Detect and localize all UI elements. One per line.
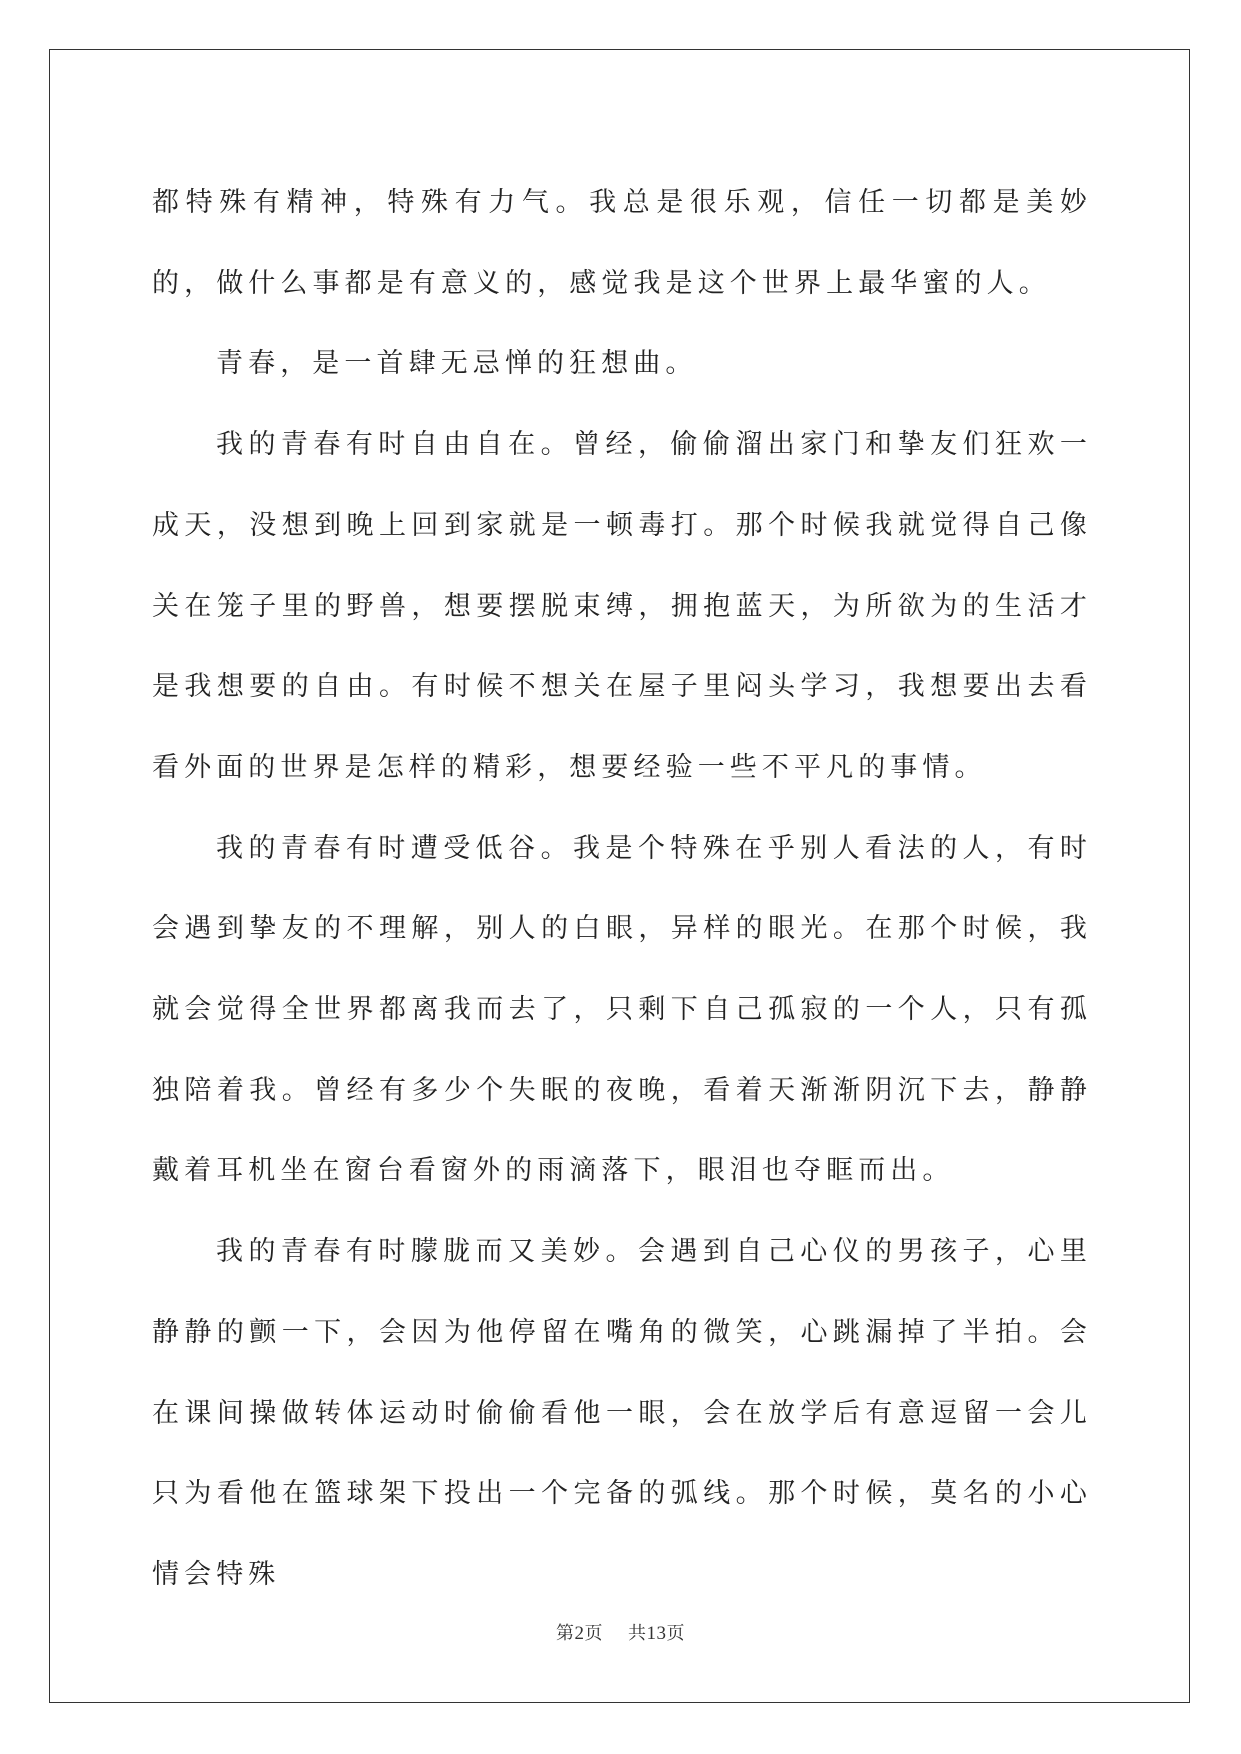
footer-page-suffix: 页 <box>584 1623 604 1644</box>
document-body <box>152 163 1092 1616</box>
paragraph: 我的青春有时遭受低谷。我是个特殊在乎别人看法的人，有时会遇到挚友的不理解，别人的白眼，异样的眼光。在那个时候，我就会觉得全世界都离我而去了，只剩下自己孤寂的一个人，只有孤独陪着我。曾经有多少个失眠的夜晚，看着天渐渐阴沉下去，静静戴着耳机坐在窗台看窗外的雨滴落下，眼泪也夺眶而出。 <box>152 832 1092 1187</box>
footer-total-suffix: 页 <box>666 1623 685 1644</box>
paragraph: 青春，是一首肆无忌惮的狂想曲。 <box>216 348 698 380</box>
paragraph: 我的青春有时朦胧而又美妙。会遇到自己心仪的男孩子，心里静静的颤一下，会因为他停留在嘴角的微笑，心跳漏掉了半拍。会在课间操做转体运动时偷偷看他一眼，会在放学后有意逗留一会儿只为看他在篮球架下投出一个完备的弧线。那个时候，莫名的小心情会特殊 <box>152 1236 1092 1590</box>
total-pages-number: 13 <box>646 1623 667 1644</box>
footer-total-prefix: 共 <box>627 1623 647 1644</box>
paragraph: 我的青春有时自由自在。曾经，偷偷溜出家门和挚友们狂欢一成天，没想到晚上回到家就是一顿毒打。那个时候我就觉得自己像关在笼子里的野兽，想要摆脱束缚，拥抱蓝天，为所欲为的生活才是我想要的自由。有时候不想关在屋子里闷头学习，我想要出去看看外面的世界是怎样的精彩，想要经验一些不平凡的事情。 <box>152 429 1092 783</box>
paragraph-continuation: 都特殊有精神，特殊有力气。我总是很乐观，信任一切都是美妙的，做什么事都是有意义的，感觉我是这个世界上最华蜜的人。 <box>152 187 1092 299</box>
page-footer <box>0 1619 1241 1645</box>
current-page-number: 2 <box>574 1623 585 1644</box>
footer-prefix: 第 <box>556 1623 575 1644</box>
